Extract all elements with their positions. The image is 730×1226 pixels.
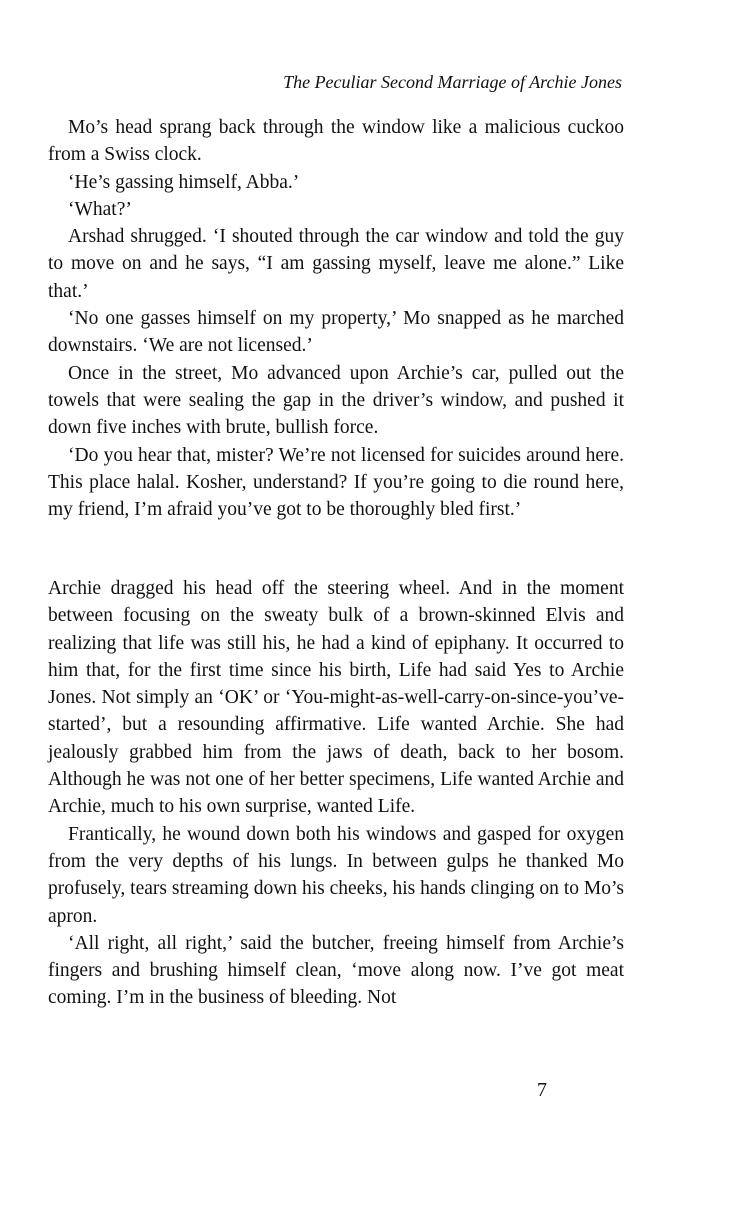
paragraph: ‘Do you hear that, mister? We’re not licensed for suicides around here. This place halal. Kosher, understand? If you’re going to die round here, my friend, I’m afraid you’ve got to be thoroughly bled first.’: [48, 444, 624, 521]
running-header: The Peculiar Second Marriage of Archie Jones: [283, 72, 622, 92]
text-block-top: [48, 114, 624, 523]
paragraph: Archie dragged his head off the steering wheel. And in the moment between focusing on the sweaty bulk of a brown-skinned Elvis and realizing that life was still his, he had a kind of epiphany. It occurred to him that, for the first time since his birth, Life had said Yes to Archie Jones. Not simply an ‘OK’ or ‘You-might-as-well-carry-on-since-you’ve-started’, but a resounding affirmative. Life wanted Archie. She had jealously grabbed him from the jaws of death, back to her bosom. Although he was not one of her better specimens, Life wanted Archie and Archie, much to his own surprise, wanted Life.: [48, 578, 624, 818]
paragraph: Once in the street, Mo advanced upon Archie’s car, pulled out the towels that were sealing the gap in the driver’s window, and pushed it down five inches with brute, bullish force.: [48, 362, 624, 439]
paragraph: ‘No one gasses himself on my property,’ Mo snapped as he marched downstairs. ‘We are not licensed.’: [48, 308, 624, 357]
paragraph: Arshad shrugged. ‘I shouted through the car window and told the guy to move on and he says, “I am gassing myself, leave me alone.” Like that.’: [48, 226, 624, 302]
text-block-bottom: [48, 575, 624, 1012]
paragraph: ‘What?’: [68, 198, 132, 220]
paragraph: ‘All right, all right,’ said the butcher, freeing himself from Archie’s fingers and brushing himself clean, ‘move along now. I’ve got meat coming. I’m in the business of bleeding. Not: [48, 932, 624, 1009]
paragraph: Mo’s head sprang back through the window like a malicious cuckoo from a Swiss clock.: [48, 117, 624, 166]
page-number: 7: [537, 1079, 547, 1101]
paragraph: Frantically, he wound down both his windows and gasped for oxygen from the very depths of his lungs. In between gulps he thanked Mo profusely, tears streaming down his cheeks, his hands clinging on to Mo’s apron.: [48, 823, 624, 927]
paragraph: ‘He’s gassing himself, Abba.’: [68, 171, 300, 193]
